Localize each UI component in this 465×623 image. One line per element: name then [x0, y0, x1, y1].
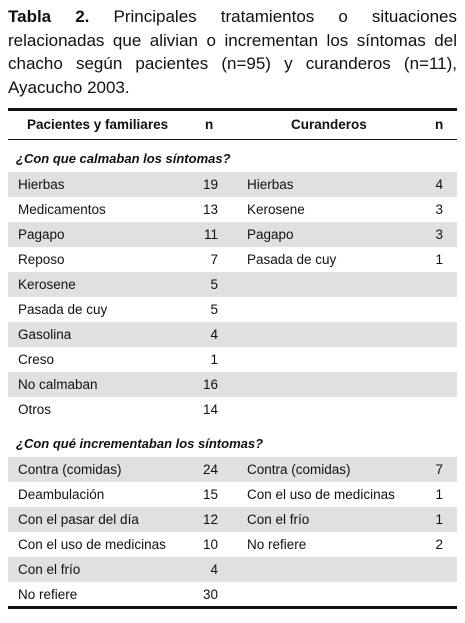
paciente-count: 1 — [210, 352, 218, 367]
table-row — [8, 482, 457, 507]
paciente-label: Pagapo — [18, 227, 65, 242]
curandero-count — [398, 297, 443, 322]
header-n-pacientes: n — [205, 117, 214, 132]
header-curanderos: Curanderos — [291, 117, 367, 132]
table-row — [8, 247, 457, 272]
table-row — [8, 507, 457, 532]
paciente-label: Con el pasar del día — [18, 512, 139, 527]
table-row — [8, 222, 457, 247]
paciente-label: Con el frío — [18, 562, 81, 577]
table-row — [8, 322, 457, 347]
paciente-count: 7 — [210, 252, 218, 267]
curandero-count: 1 — [435, 252, 443, 267]
paciente-count: 19 — [202, 177, 218, 192]
paciente-label: No calmaban — [18, 377, 98, 392]
paciente-label: Reposo — [18, 252, 65, 267]
curandero-count — [398, 582, 443, 607]
paciente-label: Kerosene — [18, 277, 76, 292]
table-row — [8, 532, 457, 557]
curandero-label: Con el frío — [247, 512, 310, 527]
curandero-label: Pagapo — [247, 227, 294, 242]
caption-text: Principales tratamientos o situaciones relacionadas que alivian o incrementan los síntomas del chacho según pacientes (n=95) y curanderos (n=11), Ayacucho 2003. — [8, 7, 457, 97]
table-row — [8, 297, 457, 322]
curandero-count: 3 — [435, 202, 443, 217]
table-caption — [8, 5, 457, 99]
curandero-count: 2 — [435, 537, 443, 552]
curandero-label: Hierbas — [247, 177, 294, 192]
paciente-label: Con el uso de medicinas — [18, 537, 166, 552]
table-label: Tabla 2. — [8, 7, 90, 26]
paciente-count: 16 — [202, 377, 218, 392]
table-row — [8, 457, 457, 482]
paciente-label: Deambulación — [18, 487, 105, 502]
paciente-label: Pasada de cuy — [18, 302, 108, 317]
bottom-rule — [8, 606, 457, 609]
paciente-count: 5 — [210, 277, 218, 292]
curandero-count — [398, 372, 443, 397]
section-title-calmaban: ¿Con que calmaban los síntomas? — [16, 151, 231, 166]
paciente-count: 5 — [210, 302, 218, 317]
table-row — [8, 197, 457, 222]
paciente-label: Hierbas — [18, 177, 65, 192]
paciente-count: 4 — [210, 562, 218, 577]
paciente-count: 30 — [202, 587, 218, 602]
curandero-label: Con el uso de medicinas — [247, 487, 395, 502]
header-rule — [8, 139, 457, 140]
table-row — [8, 172, 457, 197]
top-rule — [8, 108, 457, 111]
paciente-label: Contra (comidas) — [18, 462, 122, 477]
paciente-label: No refiere — [18, 587, 78, 602]
paciente-label: Medicamentos — [18, 202, 106, 217]
paciente-label: Otros — [18, 402, 52, 417]
paciente-count: 24 — [202, 462, 218, 477]
curandero-count — [398, 347, 443, 372]
paciente-count: 13 — [202, 202, 218, 217]
curandero-count — [398, 397, 443, 422]
table-row — [8, 582, 457, 607]
header-pacientes: Pacientes y familiares — [27, 117, 169, 132]
paciente-count: 12 — [202, 512, 218, 527]
paciente-count: 15 — [202, 487, 218, 502]
paciente-count: 11 — [203, 227, 218, 242]
curandero-count: 1 — [435, 512, 443, 527]
table-row — [8, 272, 457, 297]
curandero-count — [398, 322, 443, 347]
curandero-label: Kerosene — [247, 202, 305, 217]
table-row — [8, 397, 457, 422]
table-row — [8, 347, 457, 372]
header-n-curanderos: n — [435, 117, 444, 132]
paciente-count: 10 — [202, 537, 218, 552]
table-row — [8, 372, 457, 397]
curandero-count — [398, 557, 443, 582]
curandero-label: Pasada de cuy — [247, 252, 337, 267]
paciente-label: Gasolina — [18, 327, 72, 342]
paciente-count: 14 — [202, 402, 218, 417]
section-title-incrementaban: ¿Con qué incrementaban los síntomas? — [16, 436, 264, 451]
curandero-count: 4 — [435, 177, 443, 192]
paciente-count: 4 — [210, 327, 218, 342]
paciente-label: Creso — [18, 352, 55, 367]
curandero-count: 7 — [435, 462, 443, 477]
curandero-label: Contra (comidas) — [247, 462, 351, 477]
table-row — [8, 557, 457, 582]
curandero-label: No refiere — [247, 537, 307, 552]
curandero-count: 3 — [435, 227, 443, 242]
curandero-count: 1 — [435, 487, 443, 502]
curandero-count — [398, 272, 443, 297]
